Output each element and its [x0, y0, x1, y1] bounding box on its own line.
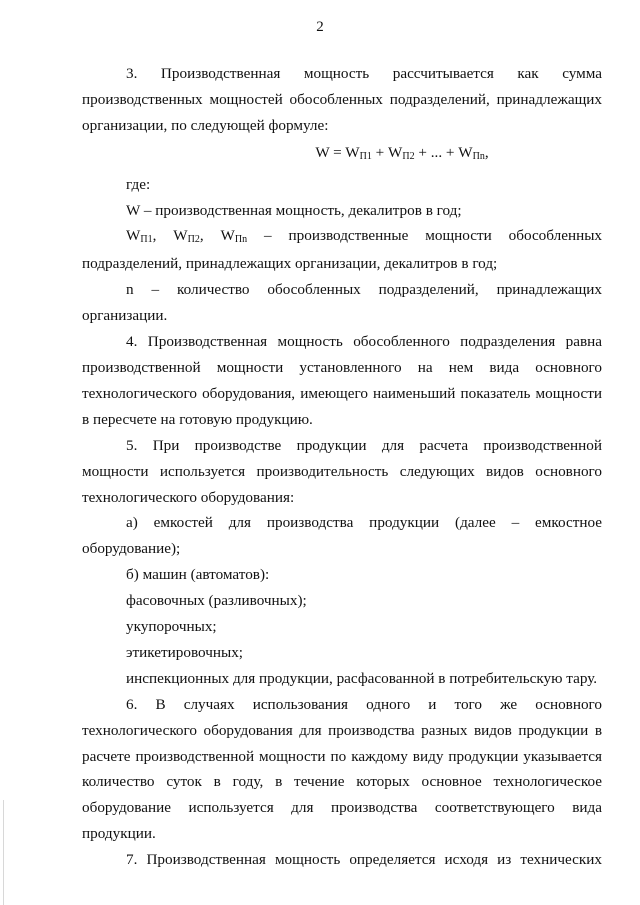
formula-subscript: П1 [359, 150, 372, 162]
w-definition: W – производственная мощность, декалитров в год; [126, 201, 462, 219]
n-definition: n – количество обособленных подразделений, принадлежащих организации. [82, 281, 602, 325]
wp-part: W [126, 227, 141, 245]
formula-part: W = W [315, 143, 360, 161]
formula-part: , [484, 143, 489, 161]
formula-part: + ... + W [414, 143, 473, 161]
formula [82, 140, 602, 168]
wp-part: – производственные мощности обособленных подразделений, принадлежащих организации, декалитров в год; [82, 227, 602, 273]
wp-part: , W [199, 227, 235, 245]
list-item-b1: фасовочных (разливочных); [126, 592, 307, 610]
scan-edge-line [3, 800, 4, 905]
wp-part: , W [152, 227, 188, 245]
list-item-b: б) машин (автоматов): [126, 566, 270, 584]
page-number: 2 [316, 19, 324, 35]
list-item-b3: этикетировочных; [126, 643, 244, 661]
formula-subscript: П2 [402, 150, 415, 162]
wp-subscript: П1 [140, 234, 153, 246]
where-label: где: [126, 175, 151, 193]
formula-part: + W [371, 143, 403, 161]
wp-subscript: П2 [187, 234, 200, 246]
list-item-a: а) емкостей для производства продукции (далее – емкостное оборудование); [82, 514, 602, 558]
paragraph-4: 4. Производственная мощность обособленного подразделения равна производственной мощности установленного на нем вида основного технологического оборудования, имеющего наименьший показатель мощности в пересчете на готовую продукцию. [82, 333, 602, 428]
wp-subscript: Пn [234, 234, 248, 246]
paragraph-7: 7. Производственная мощность определяется исходя из технических [126, 851, 602, 869]
paragraph-6: 6. В случаях использования одного и того же основного технологического оборудования для производства разных видов продукции в расчете производственной мощности по каждому виду продукции указывается количество суток в году, в течение которых основное технологическое оборудование используется для производства соответствующего вида продукции. [82, 695, 602, 843]
wp-definition [82, 223, 602, 277]
formula-subscript: Пn [472, 150, 485, 162]
paragraph-3: 3. Производственная мощность рассчитывается как сумма производственных мощностей обособленных подразделений, принадлежащих организации, по следующей формуле: [82, 65, 602, 134]
list-item-b2: укупорочных; [126, 618, 217, 636]
paragraph-5: 5. При производстве продукции для расчета производственной мощности используется производительность следующих видов основного технологического оборудования: [82, 436, 602, 506]
document-body [82, 61, 602, 873]
list-item-b4: инспекционных для продукции, расфасованной в потребительскую тару. [126, 669, 598, 687]
